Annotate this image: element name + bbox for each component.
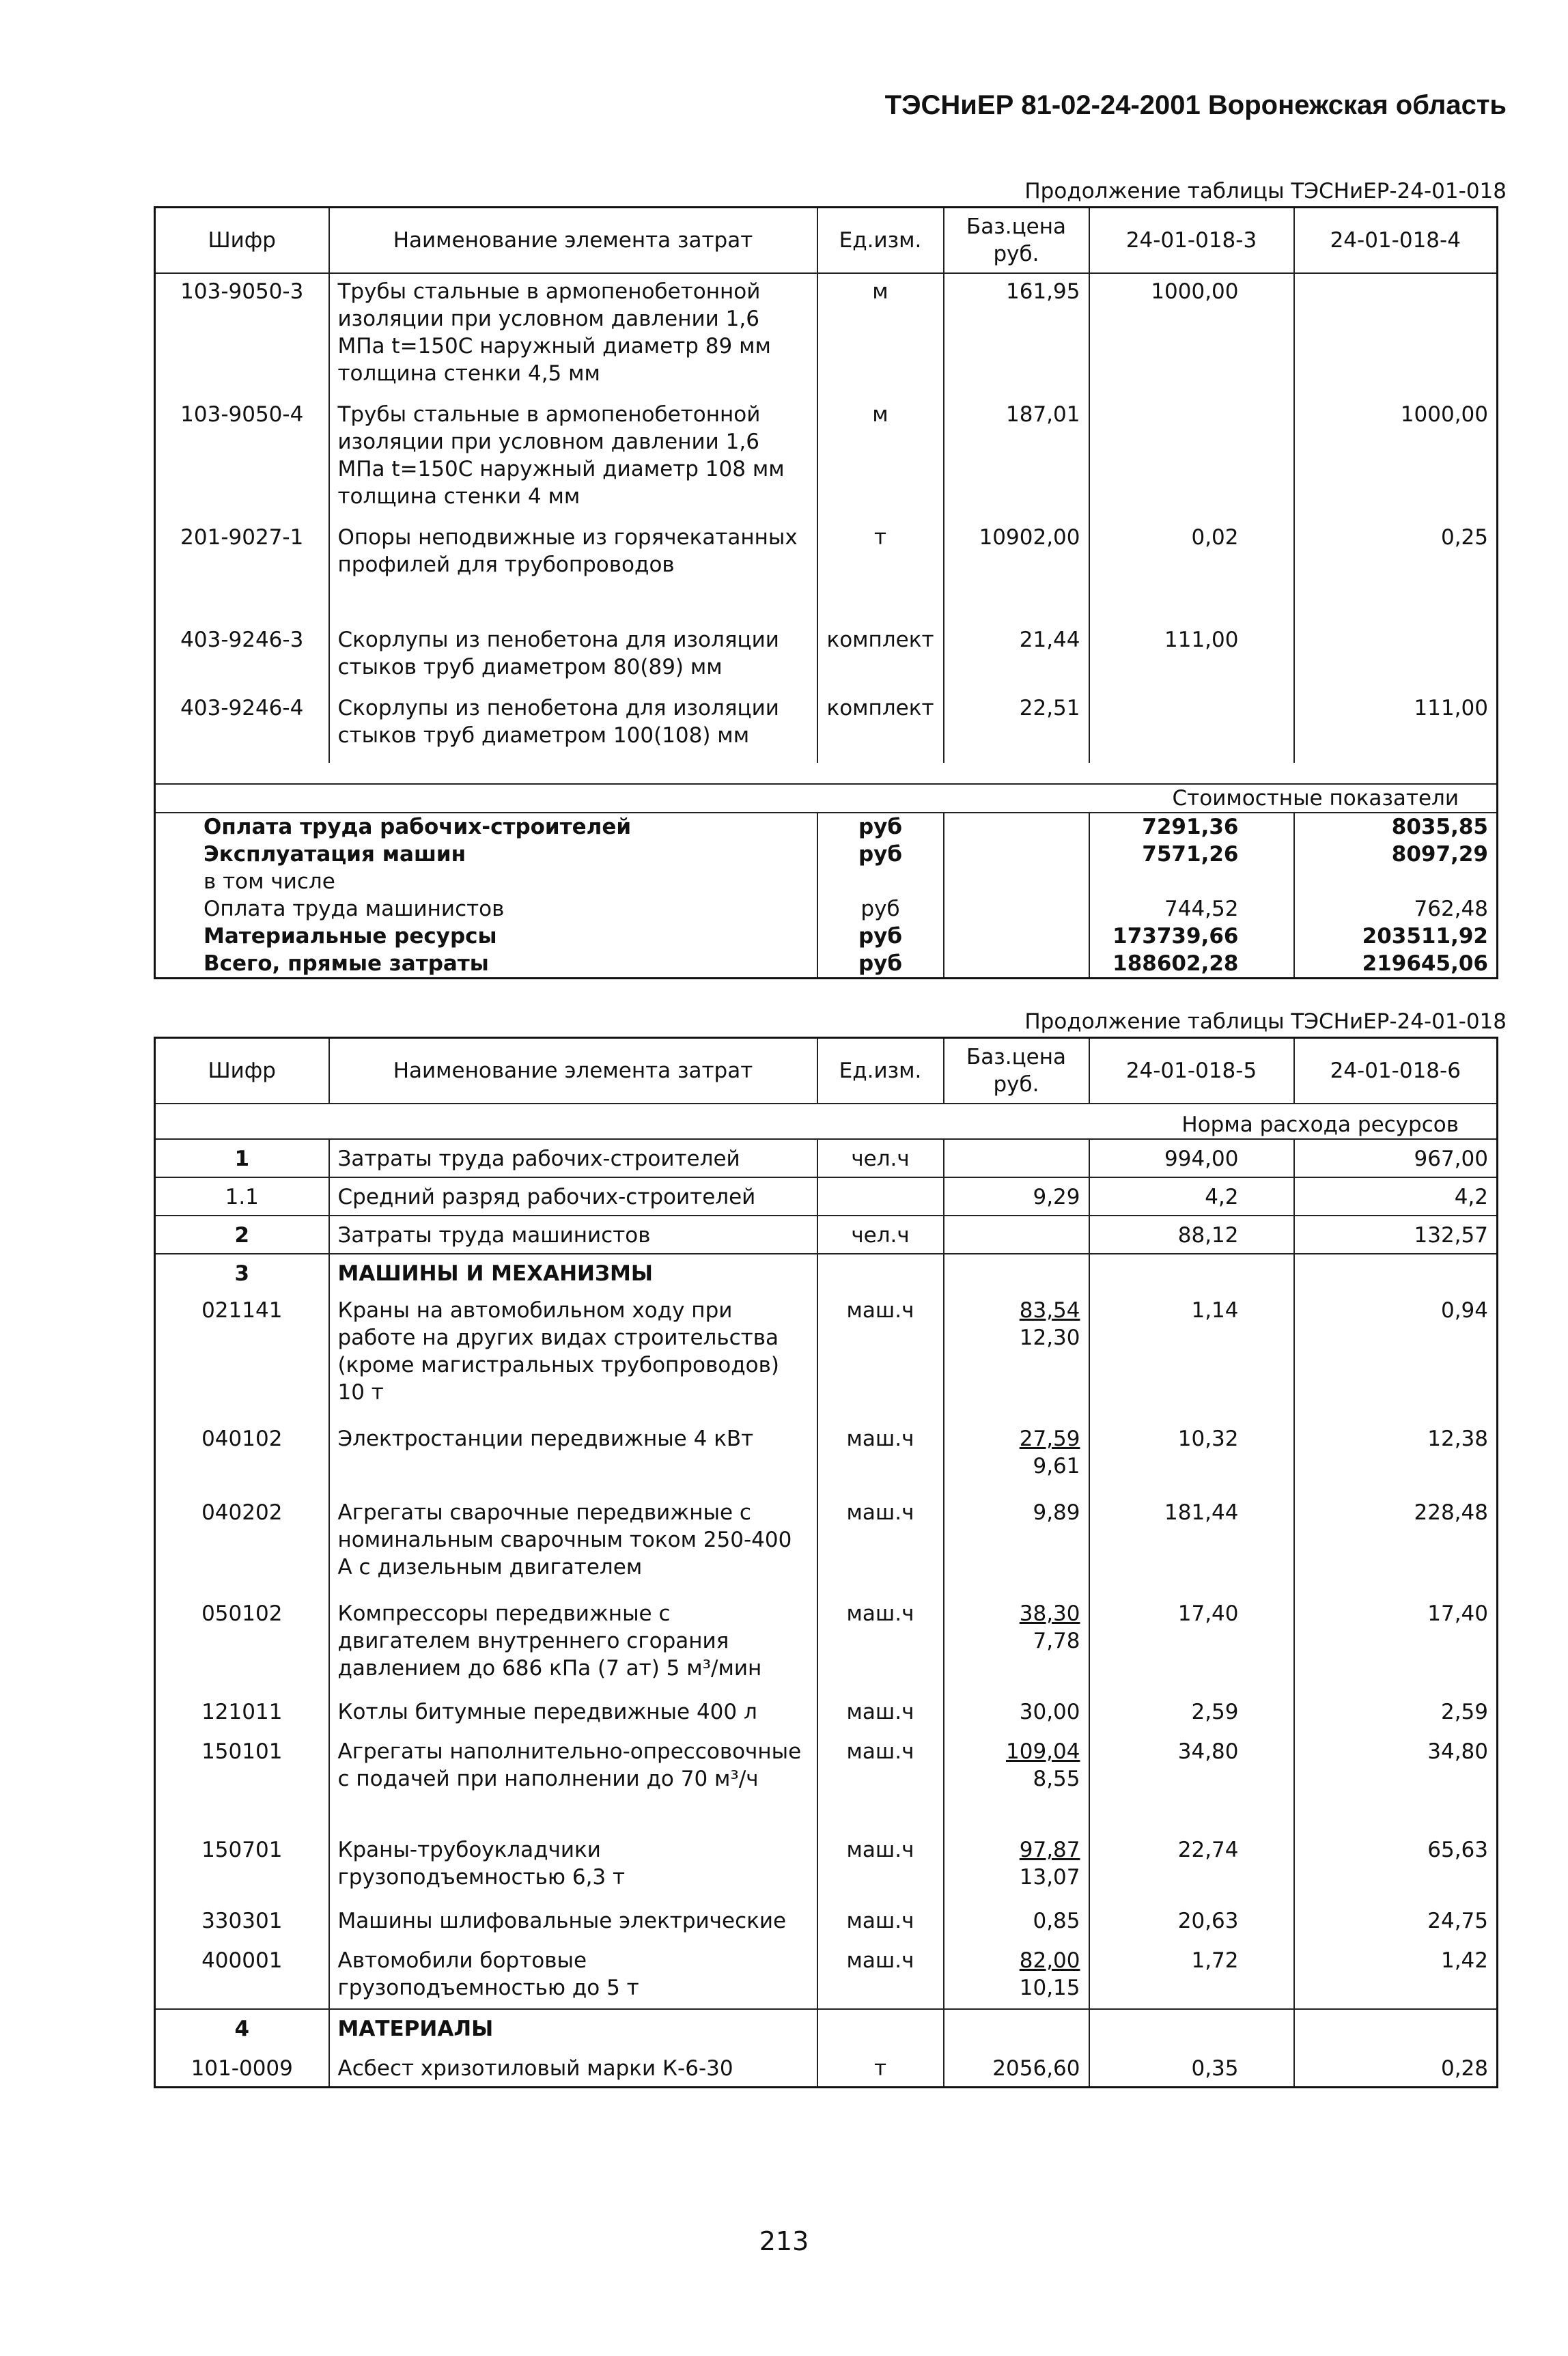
base-price bbox=[944, 1493, 1089, 1595]
resource-name: Агрегаты наполнительно-опрессовочные с подачей при наполнении до 70 м³/ч bbox=[329, 1733, 817, 1831]
summary-variant-3: 744,52 bbox=[1089, 895, 1294, 923]
price-wage-part: 8,55 bbox=[1033, 1767, 1080, 1791]
value-variant-5: 1,14 bbox=[1089, 1291, 1294, 1420]
table-row bbox=[155, 1254, 1498, 1291]
resource-code: 101-0009 bbox=[191, 2056, 293, 2081]
base-price: 161,95 bbox=[944, 273, 1089, 401]
table-row bbox=[155, 273, 1498, 401]
value-variant-5: 88,12 bbox=[1089, 1216, 1294, 1254]
col-header-unit: Ед.изм. bbox=[817, 1038, 944, 1104]
price-total: 2056,60 bbox=[992, 2056, 1080, 2081]
value-variant-5: 994,00 bbox=[1089, 1139, 1294, 1177]
value-variant-5: 34,80 bbox=[1089, 1733, 1294, 1831]
summary-row bbox=[155, 923, 1498, 950]
table-row bbox=[155, 2009, 1498, 2049]
base-price: 10902,00 bbox=[944, 524, 1089, 626]
base-price bbox=[944, 1139, 1089, 1177]
col-header-variant-3: 24-01-018-3 bbox=[1089, 208, 1294, 274]
section-row bbox=[155, 784, 1498, 813]
base-price bbox=[944, 1254, 1089, 1291]
section-row bbox=[155, 1104, 1498, 1139]
resource-unit: комплект bbox=[817, 695, 944, 763]
resource-name: Затраты труда машинистов bbox=[329, 1216, 817, 1254]
table-row bbox=[155, 626, 1498, 695]
col-header-price: Баз.цена руб. bbox=[944, 208, 1089, 274]
resource-name: Электростанции передвижные 4 кВт bbox=[329, 1420, 817, 1493]
value-variant-5: 0,35 bbox=[1089, 2049, 1294, 2088]
resource-code: 403-9246-4 bbox=[180, 696, 304, 720]
base-price bbox=[944, 1902, 1089, 1941]
table2-header-row bbox=[155, 1038, 1498, 1104]
resource-name: Трубы стальные в армопенобетонной изоляции при условном давлении 1,6 МПа t=150С наружный диаметр 89 мм толщина стенки 4,5 мм bbox=[329, 273, 817, 401]
value-variant-3: 1000,00 bbox=[1089, 273, 1294, 401]
summary-variant-3: 7571,26 bbox=[1089, 841, 1294, 868]
resource-code: 4 bbox=[155, 2009, 329, 2049]
base-price bbox=[944, 1831, 1089, 1902]
resource-name: Машины шлифовальные электрические bbox=[329, 1902, 817, 1941]
resource-name: Трубы стальные в армопенобетонной изоляции при условном давлении 1,6 МПа t=150С наружный диаметр 108 мм толщина стенки 4 мм bbox=[329, 401, 817, 524]
resource-name: Асбест хризотиловый марки К-6-30 bbox=[329, 2049, 817, 2088]
summary-variant-4: 762,48 bbox=[1294, 895, 1498, 923]
value-variant-5: 22,74 bbox=[1089, 1831, 1294, 1902]
resource-code: 201-9027-1 bbox=[180, 525, 304, 550]
value-variant-5 bbox=[1089, 1254, 1294, 1291]
resource-code: 040102 bbox=[201, 1427, 283, 1451]
value-variant-4: 111,00 bbox=[1294, 695, 1498, 763]
resource-unit: маш.ч bbox=[817, 1902, 944, 1941]
resource-unit: маш.ч bbox=[817, 1595, 944, 1693]
base-price bbox=[944, 1693, 1089, 1733]
summary-row bbox=[155, 813, 1498, 841]
base-price bbox=[944, 1420, 1089, 1493]
col-header-variant-4: 24-01-018-4 bbox=[1294, 208, 1498, 274]
price-wage-part: 13,07 bbox=[1019, 1865, 1080, 1890]
table2-continuation: Продолжение таблицы ТЭСНиЕР-24-01-018 bbox=[1024, 1009, 1507, 1034]
base-price: 22,51 bbox=[944, 695, 1089, 763]
value-variant-6: 132,57 bbox=[1294, 1216, 1498, 1254]
summary-row bbox=[155, 841, 1498, 868]
price-total: 0,85 bbox=[1033, 1909, 1080, 1933]
resource-unit: маш.ч bbox=[817, 1941, 944, 2009]
value-variant-6: 228,48 bbox=[1294, 1493, 1498, 1595]
resource-unit bbox=[817, 1254, 944, 1291]
section-title: Норма расхода ресурсов bbox=[155, 1104, 1498, 1139]
value-variant-5 bbox=[1089, 2009, 1294, 2049]
table-row bbox=[155, 1941, 1498, 2009]
table-row bbox=[155, 1902, 1498, 1941]
value-variant-5: 4,2 bbox=[1089, 1177, 1294, 1216]
resource-code: 050102 bbox=[201, 1601, 283, 1626]
table-row bbox=[155, 1291, 1498, 1420]
summary-label: Всего, прямые затраты bbox=[204, 951, 489, 976]
resource-code: 103-9050-3 bbox=[180, 279, 304, 304]
resource-code: 1 bbox=[155, 1139, 329, 1177]
base-price: 21,44 bbox=[944, 626, 1089, 695]
spacer-row bbox=[155, 763, 1498, 784]
value-variant-6 bbox=[1294, 2009, 1498, 2049]
value-variant-3 bbox=[1089, 695, 1294, 763]
value-variant-6 bbox=[1294, 1254, 1498, 1291]
spacer bbox=[155, 763, 1498, 784]
value-variant-4: 1000,00 bbox=[1294, 401, 1498, 524]
table-row bbox=[155, 1831, 1498, 1902]
col-header-variant-5: 24-01-018-5 bbox=[1089, 1038, 1294, 1104]
resource-unit: маш.ч bbox=[817, 1493, 944, 1595]
table1-header-row bbox=[155, 208, 1498, 274]
resource-name: Краны на автомобильном ходу при работе на других видах строительства (кроме магистральных трубопроводов) 10 т bbox=[329, 1291, 817, 1420]
resource-name: Затраты труда рабочих-строителей bbox=[329, 1139, 817, 1177]
resource-unit: т bbox=[817, 2049, 944, 2088]
resource-code: 103-9050-4 bbox=[180, 402, 304, 427]
table1-continuation: Продолжение таблицы ТЭСНиЕР-24-01-018 bbox=[1024, 179, 1507, 204]
resource-name: Компрессоры передвижные с двигателем внутреннего сгорания давлением до 686 кПа (7 ат) 5 м³/мин bbox=[329, 1595, 817, 1693]
summary-unit: руб bbox=[817, 923, 944, 950]
value-variant-6: 24,75 bbox=[1294, 1902, 1498, 1941]
price-total: 97,87 bbox=[1019, 1838, 1080, 1862]
value-variant-5: 10,32 bbox=[1089, 1420, 1294, 1493]
resource-unit: т bbox=[817, 524, 944, 626]
cost-table-1 bbox=[154, 206, 1498, 979]
table-row bbox=[155, 1595, 1498, 1693]
col-header-name: Наименование элемента затрат bbox=[329, 1038, 817, 1104]
value-variant-6: 17,40 bbox=[1294, 1595, 1498, 1693]
col-header-variant-6: 24-01-018-6 bbox=[1294, 1038, 1498, 1104]
resource-unit: комплект bbox=[817, 626, 944, 695]
base-price bbox=[944, 2049, 1089, 2088]
resource-unit bbox=[817, 2009, 944, 2049]
base-price bbox=[944, 1595, 1089, 1693]
document-header: ТЭСНиЕР 81-02-24-2001 Воронежская область bbox=[884, 90, 1507, 120]
summary-row bbox=[155, 895, 1498, 923]
summary-blank bbox=[944, 895, 1089, 923]
resource-name: Агрегаты сварочные передвижные с номинальным сварочным током 250-400 А с дизельным двигателем bbox=[329, 1493, 817, 1595]
price-wage-part: 10,15 bbox=[1019, 1976, 1080, 2000]
base-price bbox=[944, 1177, 1089, 1216]
price-total: 9,89 bbox=[1033, 1500, 1080, 1525]
summary-variant-3 bbox=[1089, 868, 1294, 895]
price-total: 27,59 bbox=[1019, 1427, 1080, 1451]
summary-variant-3: 188602,28 bbox=[1089, 950, 1294, 979]
value-variant-4 bbox=[1294, 626, 1498, 695]
value-variant-6: 65,63 bbox=[1294, 1831, 1498, 1902]
resource-code: 2 bbox=[155, 1216, 329, 1254]
value-variant-5: 1,72 bbox=[1089, 1941, 1294, 2009]
resource-code: 403-9246-3 bbox=[180, 628, 304, 652]
col-header-name: Наименование элемента затрат bbox=[329, 208, 817, 274]
summary-variant-4: 8097,29 bbox=[1294, 841, 1498, 868]
table-row bbox=[155, 2049, 1498, 2088]
summary-unit: руб bbox=[817, 841, 944, 868]
price-total: 30,00 bbox=[1019, 1700, 1080, 1724]
col-header-code: Шифр bbox=[155, 208, 329, 274]
cost-table-2 bbox=[154, 1037, 1498, 2088]
resource-code: 040202 bbox=[201, 1500, 283, 1525]
summary-blank bbox=[944, 868, 1089, 895]
price-total: 82,00 bbox=[1019, 1948, 1080, 1973]
base-price bbox=[944, 2009, 1089, 2049]
summary-variant-4 bbox=[1294, 868, 1498, 895]
price-total: 38,30 bbox=[1019, 1601, 1080, 1626]
summary-unit: руб bbox=[817, 813, 944, 841]
summary-variant-3: 7291,36 bbox=[1089, 813, 1294, 841]
table-row bbox=[155, 695, 1498, 763]
summary-variant-4: 219645,06 bbox=[1294, 950, 1498, 979]
page-number: 213 bbox=[759, 2226, 809, 2256]
value-variant-6: 4,2 bbox=[1294, 1177, 1498, 1216]
resource-unit: чел.ч bbox=[817, 1216, 944, 1254]
resource-name: Скорлупы из пенобетона для изоляции стыков труб диаметром 100(108) мм bbox=[329, 695, 817, 763]
summary-variant-4: 8035,85 bbox=[1294, 813, 1498, 841]
table-row bbox=[155, 1420, 1498, 1493]
table-row bbox=[155, 1493, 1498, 1595]
base-price: 187,01 bbox=[944, 401, 1089, 524]
summary-blank bbox=[944, 841, 1089, 868]
summary-unit: руб bbox=[817, 950, 944, 979]
summary-label: Оплата труда машинистов bbox=[204, 897, 505, 921]
value-variant-5: 181,44 bbox=[1089, 1493, 1294, 1595]
table-row bbox=[155, 1139, 1498, 1177]
resource-code: 400001 bbox=[201, 1948, 283, 1973]
price-wage-part: 12,30 bbox=[1019, 1326, 1080, 1350]
value-variant-5: 20,63 bbox=[1089, 1902, 1294, 1941]
table-row bbox=[155, 1177, 1498, 1216]
resource-unit: маш.ч bbox=[817, 1693, 944, 1733]
value-variant-6: 2,59 bbox=[1294, 1693, 1498, 1733]
resource-unit: чел.ч bbox=[817, 1139, 944, 1177]
resource-code: 150101 bbox=[201, 1739, 283, 1764]
col-header-unit: Ед.изм. bbox=[817, 208, 944, 274]
summary-row bbox=[155, 950, 1498, 979]
summary-label: Оплата труда рабочих-строителей bbox=[155, 813, 817, 841]
table-row bbox=[155, 1733, 1498, 1831]
resource-name: Опоры неподвижные из горячекатанных профилей для трубопроводов bbox=[329, 524, 817, 626]
value-variant-4 bbox=[1294, 273, 1498, 401]
summary-blank bbox=[944, 813, 1089, 841]
price-wage-part: 7,78 bbox=[1033, 1629, 1080, 1653]
resource-name: Скорлупы из пенобетона для изоляции стыков труб диаметром 80(89) мм bbox=[329, 626, 817, 695]
value-variant-3: 111,00 bbox=[1089, 626, 1294, 695]
base-price bbox=[944, 1733, 1089, 1831]
resource-code: 150701 bbox=[201, 1838, 283, 1862]
table-row bbox=[155, 1693, 1498, 1733]
price-wage-part: 9,61 bbox=[1033, 1454, 1080, 1478]
section-title: Стоимостные показатели bbox=[155, 784, 1498, 813]
summary-blank bbox=[944, 923, 1089, 950]
resource-code: 330301 bbox=[201, 1909, 283, 1933]
price-total: 9,29 bbox=[1033, 1185, 1080, 1209]
value-variant-3: 0,02 bbox=[1089, 524, 1294, 626]
value-variant-6: 12,38 bbox=[1294, 1420, 1498, 1493]
value-variant-6: 1,42 bbox=[1294, 1941, 1498, 2009]
resource-code: 121011 bbox=[201, 1700, 283, 1724]
resource-unit: маш.ч bbox=[817, 1420, 944, 1493]
col-header-price: Баз.цена руб. bbox=[944, 1038, 1089, 1104]
summary-blank bbox=[944, 950, 1089, 979]
resource-name: МАШИНЫ И МЕХАНИЗМЫ bbox=[329, 1254, 817, 1291]
resource-name: Автомобили бортовые грузоподъемностью до 5 т bbox=[329, 1941, 817, 2009]
base-price bbox=[944, 1291, 1089, 1420]
price-total: 109,04 bbox=[1006, 1739, 1080, 1764]
table-row bbox=[155, 401, 1498, 524]
value-variant-5: 17,40 bbox=[1089, 1595, 1294, 1693]
price-total: 83,54 bbox=[1019, 1298, 1080, 1323]
summary-row bbox=[155, 868, 1498, 895]
value-variant-4: 0,25 bbox=[1294, 524, 1498, 626]
value-variant-6: 0,94 bbox=[1294, 1291, 1498, 1420]
summary-unit: руб bbox=[817, 895, 944, 923]
base-price bbox=[944, 1216, 1089, 1254]
table-row bbox=[155, 524, 1498, 626]
resource-unit bbox=[817, 1177, 944, 1216]
resource-unit: маш.ч bbox=[817, 1291, 944, 1420]
value-variant-3 bbox=[1089, 401, 1294, 524]
value-variant-6: 0,28 bbox=[1294, 2049, 1498, 2088]
resource-name: Краны-трубоукладчики грузоподъемностью 6,3 т bbox=[329, 1831, 817, 1902]
summary-unit bbox=[817, 868, 944, 895]
summary-variant-3: 173739,66 bbox=[1089, 923, 1294, 950]
resource-unit: маш.ч bbox=[817, 1733, 944, 1831]
resource-name: Котлы битумные передвижные 400 л bbox=[329, 1693, 817, 1733]
resource-name: Средний разряд рабочих-строителей bbox=[329, 1177, 817, 1216]
resource-unit: маш.ч bbox=[817, 1831, 944, 1902]
value-variant-6: 34,80 bbox=[1294, 1733, 1498, 1831]
summary-variant-4: 203511,92 bbox=[1294, 923, 1498, 950]
resource-code: 3 bbox=[155, 1254, 329, 1291]
value-variant-6: 967,00 bbox=[1294, 1139, 1498, 1177]
table-row bbox=[155, 1216, 1498, 1254]
summary-label: Эксплуатация машин bbox=[204, 842, 466, 867]
value-variant-5: 2,59 bbox=[1089, 1693, 1294, 1733]
resource-unit: м bbox=[817, 401, 944, 524]
resource-code: 1.1 bbox=[155, 1177, 329, 1216]
base-price bbox=[944, 1941, 1089, 2009]
resource-name: МАТЕРИАЛЫ bbox=[329, 2009, 817, 2049]
resource-code: 021141 bbox=[201, 1298, 283, 1323]
summary-label: в том числе bbox=[204, 869, 335, 894]
col-header-code: Шифр bbox=[155, 1038, 329, 1104]
resource-unit: м bbox=[817, 273, 944, 401]
summary-label: Материальные ресурсы bbox=[204, 924, 497, 949]
